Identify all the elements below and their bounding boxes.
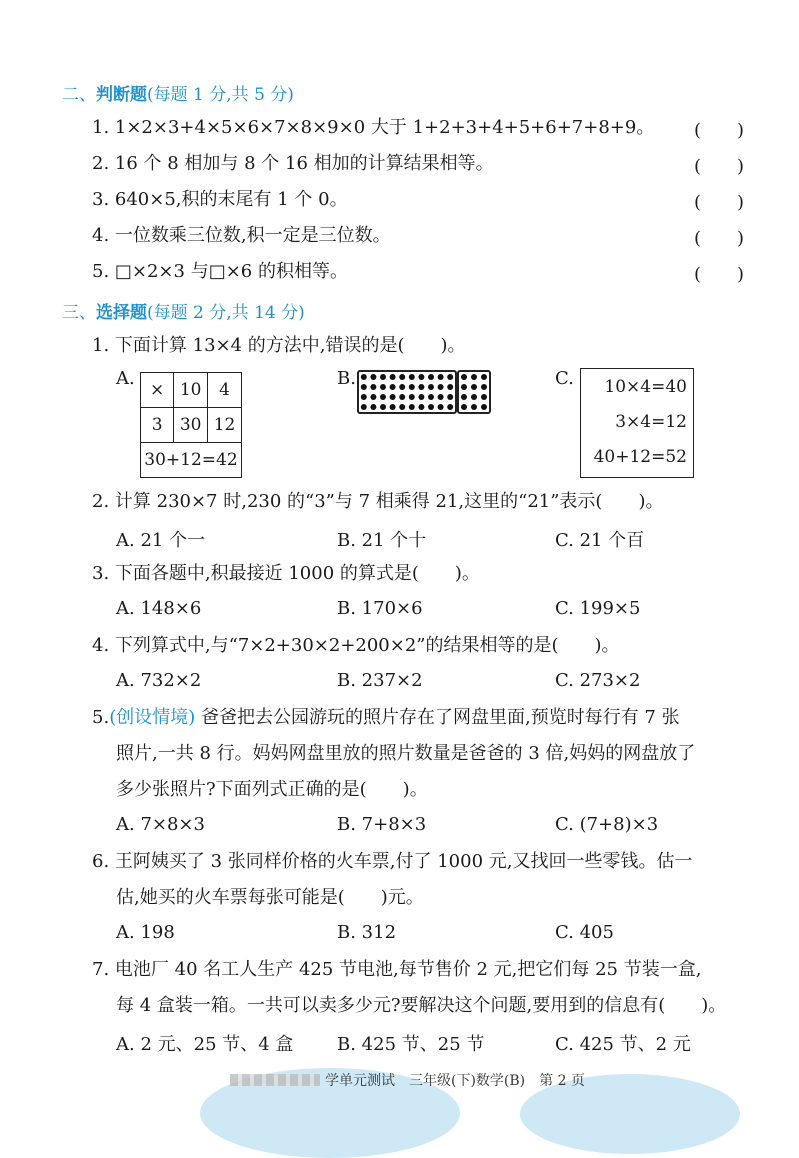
dot: [461, 374, 467, 380]
dot: [361, 404, 367, 410]
choice-q4-text: 4. 下列算式中,与“7×2+30×2+200×2”的结果相等的是( )。: [92, 635, 620, 656]
tf-answer-2[interactable]: ( ): [694, 156, 745, 177]
dot: [361, 394, 367, 400]
choice-q1-text: 1. 下面计算 13×4 的方法中,错误的是( )。: [92, 335, 466, 356]
dot: [361, 384, 367, 390]
dot: [447, 384, 453, 390]
section-2-heading: [62, 80, 294, 105]
tf-item-3: 3. 640×5,积的末尾有 1 个 0。: [92, 189, 348, 210]
choice-q5-line-1: [92, 706, 680, 730]
dot: [370, 394, 376, 400]
choice-q6-line-2: 估,她买的火车票每张可能是( )元。: [116, 887, 424, 908]
section-2-label: 二、: [62, 85, 96, 105]
section-2-note: (每题 1 分,共 5 分): [147, 85, 294, 105]
choice-q6-option-b[interactable]: B. 312: [337, 922, 397, 943]
dot: [461, 404, 467, 410]
dot: [428, 394, 434, 400]
choice-q5-option-a[interactable]: A. 7×8×3: [116, 814, 205, 835]
tf-answer-5[interactable]: ( ): [694, 264, 745, 285]
dots-group-left: [357, 370, 457, 414]
choice-q1-option-b-label[interactable]: B.: [337, 368, 356, 389]
dot: [418, 384, 424, 390]
dot: [471, 394, 477, 400]
tf-item-5: 5. □×2×3 与□×6 的积相等。: [92, 261, 348, 282]
dot: [428, 404, 434, 410]
choice-q4-option-b[interactable]: B. 237×2: [337, 670, 423, 691]
table-cell: 4: [208, 373, 242, 408]
dot: [380, 374, 386, 380]
choice-q2-option-a[interactable]: A. 21 个一: [116, 530, 206, 551]
tf-item-2: 2. 16 个 8 相加与 8 个 16 相加的计算结果相等。: [92, 153, 494, 174]
dot: [361, 374, 367, 380]
choice-q6-option-c[interactable]: C. 405: [555, 922, 614, 943]
choice-q2-option-b[interactable]: B. 21 个十: [337, 530, 427, 551]
dot: [409, 374, 415, 380]
dot: [481, 374, 487, 380]
choice-q5-line-3: 多少张照片?下面列式正确的是( )。: [116, 779, 428, 800]
table-cell: 10: [174, 373, 208, 408]
table-cell: 12: [208, 408, 242, 443]
choice-q3-option-a[interactable]: A. 148×6: [116, 598, 202, 619]
dot: [390, 404, 396, 410]
choice-q5-option-c[interactable]: C. (7+8)×3: [555, 814, 659, 835]
dot: [418, 394, 424, 400]
dot: [390, 394, 396, 400]
dots-group-right: [457, 370, 491, 414]
dot: [481, 394, 487, 400]
choice-q6-option-a[interactable]: A. 198: [116, 922, 175, 943]
dot: [438, 384, 444, 390]
tf-item-1: 1. 1×2×3+4×5×6×7×8×9×0 大于 1+2+3+4+5+6+7+8+9。: [92, 117, 655, 138]
dot: [447, 394, 453, 400]
dot: [409, 384, 415, 390]
dot: [461, 384, 467, 390]
dot-array-left: [359, 372, 455, 412]
page-footer: [0, 1060, 799, 1106]
dot: [447, 404, 453, 410]
dot: [428, 384, 434, 390]
dot: [390, 384, 396, 390]
dot: [418, 374, 424, 380]
dot: [399, 394, 405, 400]
dot: [438, 374, 444, 380]
choice-q7-line-2: 每 4 盒装一箱。一共可以卖多少元?要解决这个问题,要用到的信息有( )。: [116, 995, 727, 1016]
table-cell: ×: [141, 373, 174, 408]
tf-item-4: 4. 一位数乘三位数,积一定是三位数。: [92, 225, 391, 246]
choice-q5-number: 5.: [92, 707, 110, 728]
dot: [481, 384, 487, 390]
dot: [481, 404, 487, 410]
dot: [370, 404, 376, 410]
table-cell: 3: [141, 408, 174, 443]
tf-answer-3[interactable]: ( ): [694, 192, 745, 213]
dot: [409, 404, 415, 410]
section-3-note: (每题 2 分,共 14 分): [147, 303, 305, 323]
dot: [471, 374, 477, 380]
choice-q3-text: 3. 下面各题中,积最接近 1000 的算式是( )。: [92, 563, 480, 584]
dot: [399, 404, 405, 410]
choice-q6-line-1: 6. 王阿姨买了 3 张同样价格的火车票,付了 1000 元,又找回一些零钱。估一: [92, 851, 693, 872]
choice-q7-option-a[interactable]: A. 2 元、25 节、4 盒: [116, 1034, 294, 1055]
table-cell: 30: [174, 408, 208, 443]
choice-q7-option-b[interactable]: B. 425 节、25 节: [337, 1034, 485, 1055]
footer-text: 学单元测试 三年级(下)数学(B) 第 2 页: [325, 1073, 585, 1089]
section-3-heading: [62, 298, 305, 323]
dot: [370, 374, 376, 380]
option-c-line-2: 3×4=12: [615, 412, 687, 432]
dot-array-right: [459, 372, 489, 412]
choice-q5-text-1: 爸爸把去公园游玩的照片存在了网盘里面,预览时每行有 7 张: [200, 707, 680, 728]
option-a-table: [140, 372, 242, 478]
dot: [461, 394, 467, 400]
section-2-title: 判断题: [96, 85, 147, 105]
dot: [438, 394, 444, 400]
choice-q3-option-c[interactable]: C. 199×5: [555, 598, 641, 619]
dot: [380, 404, 386, 410]
section-3-label: 三、: [62, 303, 96, 323]
dot: [380, 384, 386, 390]
choice-q3-option-b[interactable]: B. 170×6: [337, 598, 423, 619]
option-c-line-3: 40+12=52: [593, 447, 687, 467]
tf-answer-1[interactable]: ( ): [694, 120, 745, 141]
tf-answer-4[interactable]: ( ): [694, 228, 745, 249]
dot: [380, 394, 386, 400]
choice-q7-option-c[interactable]: C. 425 节、2 元: [555, 1034, 691, 1055]
dot: [370, 384, 376, 390]
dot: [418, 404, 424, 410]
choice-q1-option-c-label[interactable]: C.: [555, 368, 574, 389]
choice-q2-text: 2. 计算 230×7 时,230 的“3”与 7 相乘得 21,这里的“21”表示( )。: [92, 491, 664, 512]
option-c-box: [580, 368, 694, 478]
dot: [447, 374, 453, 380]
dot: [471, 404, 477, 410]
choice-q4-option-a[interactable]: A. 732×2: [116, 670, 202, 691]
blurred-publisher: [230, 1074, 320, 1086]
section-3-title: 选择题: [96, 303, 147, 323]
scenario-tag: (创设情境): [109, 707, 196, 728]
dot: [409, 394, 415, 400]
option-c-line-1: 10×4=40: [604, 377, 687, 397]
choice-q5-option-b[interactable]: B. 7+8×3: [337, 814, 427, 835]
dot: [428, 374, 434, 380]
choice-q2-option-c[interactable]: C. 21 个百: [555, 530, 645, 551]
choice-q5-line-2: 照片,一共 8 行。妈妈网盘里放的照片数量是爸爸的 3 倍,妈妈的网盘放了: [116, 743, 696, 764]
dot: [471, 384, 477, 390]
dot: [390, 374, 396, 380]
dot: [438, 404, 444, 410]
dot: [399, 384, 405, 390]
choice-q4-option-c[interactable]: C. 273×2: [555, 670, 641, 691]
dot: [399, 374, 405, 380]
table-cell: 30+12=42: [141, 443, 242, 478]
choice-q7-line-1: 7. 电池厂 40 名工人生产 425 节电池,每节售价 2 元,把它们每 25 节装一盒,: [92, 959, 702, 980]
choice-q1-option-a-label[interactable]: A.: [116, 368, 135, 389]
